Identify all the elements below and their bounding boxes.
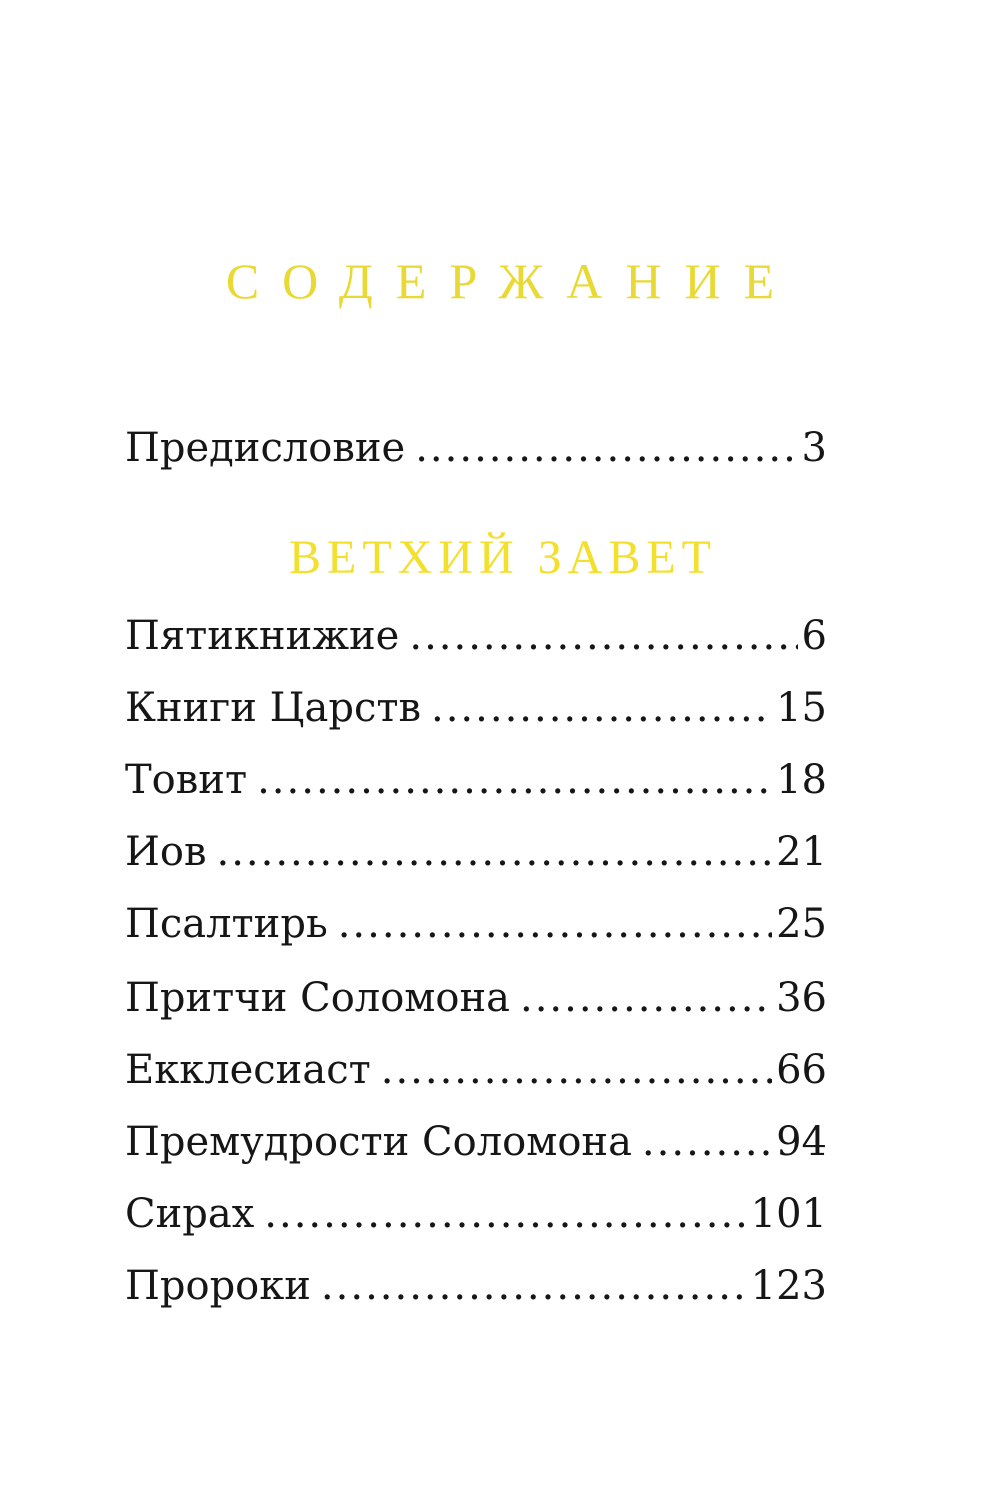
toc-entry-page: 94 bbox=[776, 1119, 827, 1165]
toc-entry-label: Сирах bbox=[125, 1191, 255, 1237]
dot-leader bbox=[415, 418, 797, 478]
toc-entry-label: Книги Царств bbox=[125, 685, 421, 731]
dot-leader bbox=[321, 1256, 747, 1316]
toc-entry[interactable] bbox=[125, 1040, 827, 1100]
toc-entry-label: Притчи Соломона bbox=[125, 975, 510, 1021]
dot-leader bbox=[264, 1184, 746, 1244]
toc-entry[interactable] bbox=[125, 822, 827, 882]
toc-entry-page: 25 bbox=[776, 901, 827, 947]
dot-leader bbox=[381, 1040, 772, 1100]
toc-entry-page: 101 bbox=[750, 1191, 827, 1237]
dot-leader bbox=[431, 678, 772, 738]
toc-entry[interactable] bbox=[125, 1184, 827, 1244]
dot-leader bbox=[216, 822, 772, 882]
toc-entry-page: 15 bbox=[776, 685, 827, 731]
toc-entry-label: Товит bbox=[125, 757, 248, 803]
contents-title: СОДЕРЖАНИЕ bbox=[225, 253, 798, 309]
toc-entry-page: 6 bbox=[801, 613, 827, 659]
toc-entry-page: 66 bbox=[776, 1047, 827, 1093]
toc-entry-label: Премудрости Соломона bbox=[125, 1119, 632, 1165]
toc-entry[interactable] bbox=[125, 678, 827, 738]
dot-leader bbox=[409, 606, 797, 666]
toc-entry-page: 123 bbox=[750, 1263, 827, 1309]
dot-leader bbox=[520, 968, 772, 1028]
toc-entry-label: Пятикнижие bbox=[125, 613, 400, 659]
dot-leader bbox=[642, 1112, 772, 1172]
toc-entry[interactable] bbox=[125, 1112, 827, 1172]
toc-entry-page: 3 bbox=[801, 425, 827, 471]
toc-entry-preface[interactable] bbox=[125, 418, 827, 478]
toc-entry[interactable] bbox=[125, 606, 827, 666]
toc-entry[interactable] bbox=[125, 1256, 827, 1316]
toc-entry-label: Предисловие bbox=[125, 425, 406, 471]
toc-entry-page: 36 bbox=[776, 975, 827, 1021]
toc-entry-label: Екклесиаст bbox=[125, 1047, 371, 1093]
toc-entry[interactable] bbox=[125, 968, 827, 1028]
toc-entry-label: Псалтирь bbox=[125, 901, 328, 947]
toc-entry-page: 18 bbox=[776, 757, 827, 803]
dot-leader bbox=[338, 894, 772, 954]
toc-entry-page: 21 bbox=[776, 829, 827, 875]
toc-entry-label: Иов bbox=[125, 829, 207, 875]
toc-entry[interactable] bbox=[125, 750, 827, 810]
dot-leader bbox=[257, 750, 772, 810]
toc-entry[interactable] bbox=[125, 894, 827, 954]
toc-entry-label: Пророки bbox=[125, 1263, 311, 1309]
section-title-old-testament: ВЕТХИЙ ЗАВЕТ bbox=[288, 531, 717, 584]
